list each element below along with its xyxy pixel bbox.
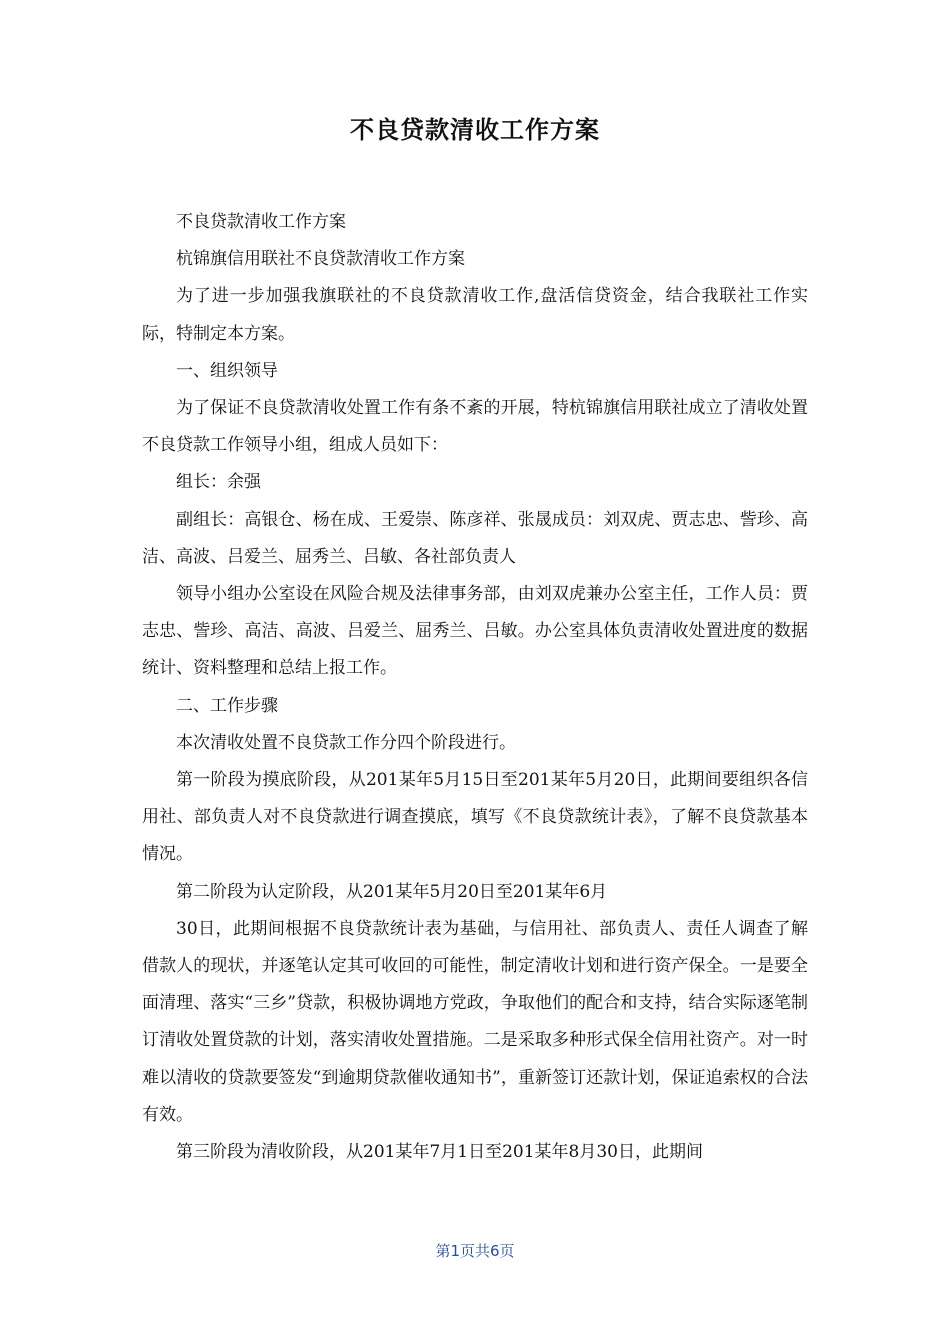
- paragraph: 领导小组办公室设在风险合规及法律事务部，由刘双虎兼办公室主任，工作人员：贾志忠、訾珍、高洁、高波、吕爱兰、屈秀兰、吕敏。办公室具体负责清收处置进度的数据统计、资料整理和总结上报工作。: [142, 584, 808, 679]
- paragraph: 为了进一步加强我旗联社的不良贷款清收工作,盘活信贷资金，结合我联社工作实际，特制定本方案。: [142, 286, 808, 344]
- document-title: 不良贷款清收工作方案: [350, 116, 600, 144]
- paragraph: 组长：余强: [176, 472, 261, 493]
- paragraph: 30日，此期间根据不良贷款统计表为基础，与信用社、部负责人、责任人调查了解借款人的现状，并逐笔认定其可收回的可能性，制定清收计划和进行资产保全。一是要全面清理、落实“三乡”贷款，积极协调地方党政，争取他们的配合和支持，结合实际逐笔制订清收处置贷款的计划，落实清收处置措施。二是采取多种形式保全信用社资产。对一时难以清收的贷款要签发“到逾期贷款催收通知书”，重新签订还款计划，保证追索权的合法有效。: [142, 918, 808, 1125]
- paragraph: 不良贷款清收工作方案: [176, 212, 346, 232]
- paragraph: 第三阶段为清收阶段，从201某年7月1日至201某年8月30日，此期间: [176, 1142, 703, 1163]
- paragraph: 副组长：高银仓、杨在成、王爱崇、陈彦祥、张晟成员：刘双虎、贾志忠、訾珍、高洁、高波、吕爱兰、屈秀兰、吕敏、各社部负责人: [142, 509, 808, 567]
- document-body: [142, 204, 808, 1171]
- page-number: 第1页共6页: [435, 1242, 515, 1260]
- section-heading: 一、组织领导: [176, 360, 278, 381]
- paragraph: 为了保证不良贷款清收处置工作有条不紊的开展，特杭锦旗信用联社成立了清收处置不良贷款工作领导小组，组成人员如下：: [142, 398, 808, 456]
- paragraph: 第二阶段为认定阶段，从201某年5月20日至201某年6月: [176, 881, 608, 902]
- paragraph: 杭锦旗信用联社不良贷款清收工作方案: [176, 249, 465, 270]
- paragraph: 本次清收处置不良贷款工作分四个阶段进行。: [176, 732, 516, 753]
- section-heading: 二、工作步骤: [176, 695, 278, 716]
- paragraph: 第一阶段为摸底阶段，从201某年5月15日至201某年5月20日，此期间要组织各信用社、部负责人对不良贷款进行调查摸底，填写《不良贷款统计表》，了解不良贷款基本情况。: [142, 770, 808, 865]
